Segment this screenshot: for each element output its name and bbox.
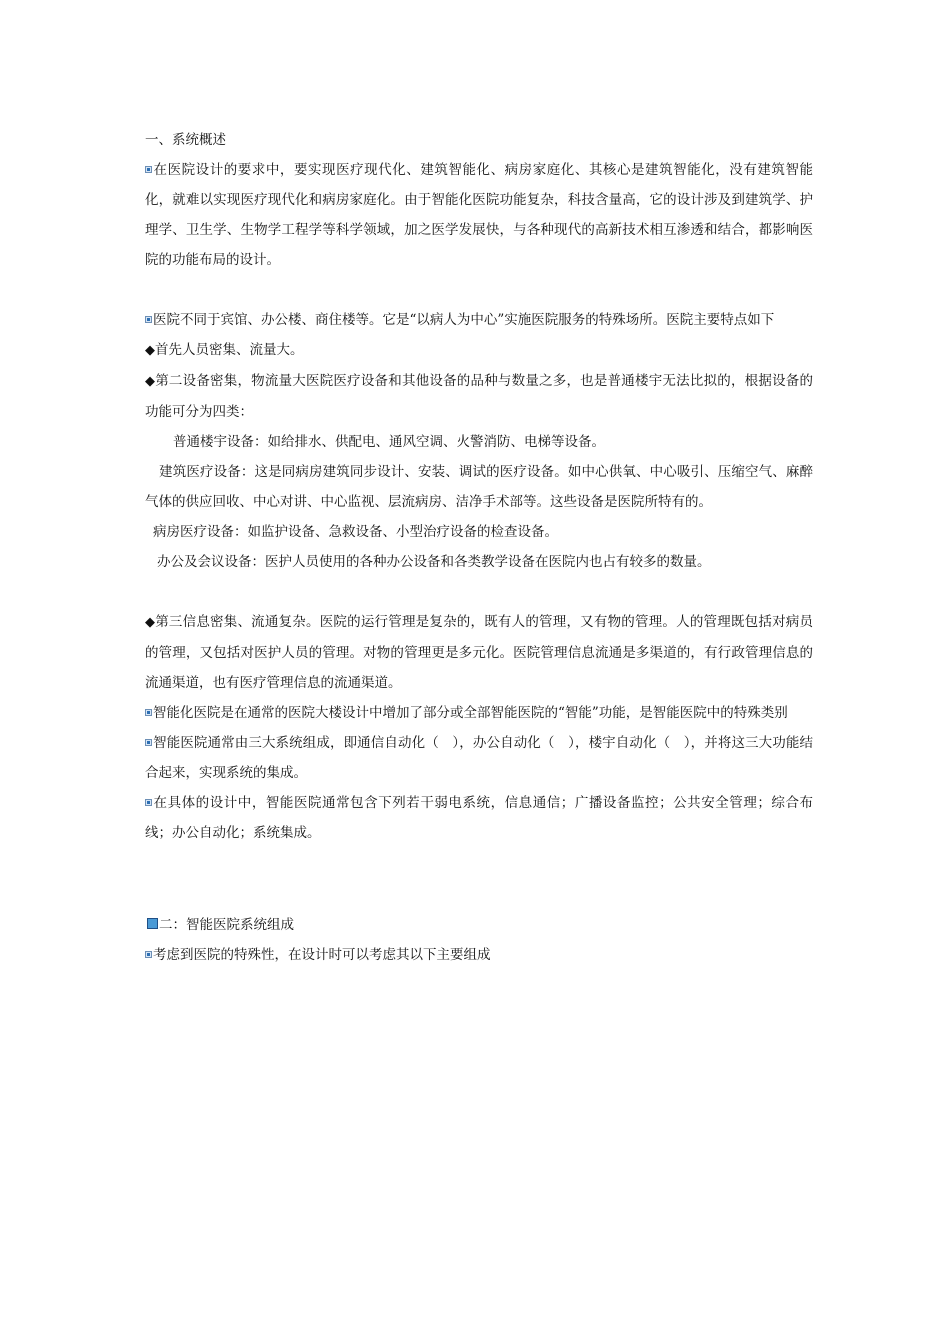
blue-square-large-bullet-icon (147, 918, 158, 929)
diamond-bullet-icon: ◆ (145, 615, 156, 630)
section-1-heading: 一、系统概述 (145, 132, 226, 148)
feature-item-2: ◆第二设备密集，物流量大医院医疗设备和其他设备的品种与数量之多，也是普通楼宇无法比拟的，根据设备的功能可分为四类： (145, 373, 814, 420)
blue-square-bullet-icon (145, 316, 152, 323)
equipment-item-4: 办公及会议设备：医护人员使用的各种办公设备和各类教学设备在医院内也占有较多的数量。 (157, 554, 711, 570)
paragraph-intro: 在医院设计的要求中，要实现医疗现代化、建筑智能化、病房家庭化、其核心是建筑智能化，没有建筑智能化，就难以实现医疗现代化和病房家庭化。由于智能化医院功能复杂，科技含量高，它的设计涉及到建筑学、护理学、卫生学、生物学工程学等科学领域，加之医学发展快，与各种现代的高新技术相互渗透和结合，都影响医院的功能布局的设计。 (145, 162, 813, 268)
blue-square-bullet-icon (145, 799, 152, 806)
section-2-heading: 二：智能医院系统组成 (145, 910, 813, 940)
paragraph-composition: 考虑到医院的特殊性，在设计时可以考虑其以下主要组成 (145, 940, 813, 970)
equipment-item-1: 普通楼宇设备：如给排水、供配电、通风空调、火警消防、电梯等设备。 (173, 434, 605, 450)
equipment-item-3: 病房医疗设备：如监护设备、急救设备、小型治疗设备的检查设备。 (153, 524, 558, 540)
equipment-item-2: 建筑医疗设备：这是同病房建筑同步设计、安装、调试的医疗设备。如中心供氧、中心吸引、压缩空气、麻醉气体的供应回收、中心对讲、中心监视、层流病房、洁净手术部等。这些设备是医院所特有的。 (145, 464, 813, 510)
blue-square-bullet-icon (145, 951, 152, 958)
paragraph-weak-current: 在具体的设计中，智能医院通常包含下列若干弱电系统，信息通信；广播设备监控；公共安全管理；综合布线；办公自动化；系统集成。 (145, 795, 813, 841)
blue-square-bullet-icon (145, 709, 152, 716)
blue-square-bullet-icon (145, 739, 152, 746)
blue-square-bullet-icon (145, 166, 152, 173)
paragraph-smart-hospital: 智能化医院是在通常的医院大楼设计中增加了部分或全部智能医院的“智能”功能，是智能医院中的特殊类别 (145, 698, 813, 728)
feature-item-3: ◆第三信息密集、流通复杂。医院的运行管理是复杂的，既有人的管理，又有物的管理。人的管理既包括对病员的管理，又包括对医护人员的管理。对物的管理更是多元化。医院管理信息流通是多渠道的，有行政管理信息的流通渠道，也有医疗管理信息的流通渠道。 (145, 614, 814, 691)
diamond-bullet-icon: ◆ (145, 343, 155, 358)
diamond-bullet-icon: ◆ (145, 374, 156, 389)
paragraph-hospital-features: 医院不同于宾馆、办公楼、商住楼等。它是“以病人为中心”实施医院服务的特殊场所。医院主要特点如下 (145, 305, 813, 335)
document-body (145, 125, 813, 970)
feature-item-1: ◆首先人员密集、流量大。 (145, 342, 304, 358)
paragraph-three-systems: 智能医院通常由三大系统组成，即通信自动化（ ），办公自动化（ ），楼宇自动化（ ），并将这三大功能结合起来，实现系统的集成。 (145, 735, 813, 781)
